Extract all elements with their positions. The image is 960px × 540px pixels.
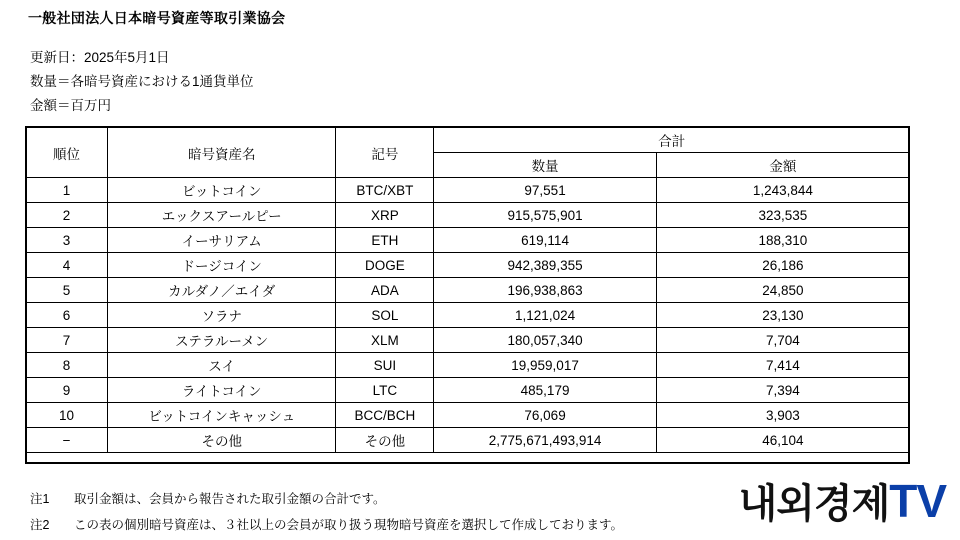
table-body — [26, 178, 910, 453]
column-header-name: 暗号資産名 — [108, 127, 336, 178]
cell-name: カルダノ／エイダ — [108, 278, 336, 303]
cell-rank: 8 — [26, 353, 108, 378]
table-row — [26, 353, 910, 378]
cell-quantity: 97,551 — [434, 178, 656, 203]
cell-quantity: 619,114 — [434, 228, 656, 253]
cell-name: スイ — [108, 353, 336, 378]
footnotes — [30, 486, 623, 538]
cell-symbol: BTC/XBT — [336, 178, 434, 203]
document-meta — [30, 46, 254, 118]
cell-name: ソラナ — [108, 303, 336, 328]
cell-name: イーサリアム — [108, 228, 336, 253]
cell-name: ドージコイン — [108, 253, 336, 278]
cell-symbol: ADA — [336, 278, 434, 303]
cell-name: ステラルーメン — [108, 328, 336, 353]
cell-rank: 7 — [26, 328, 108, 353]
cell-amount: 188,310 — [656, 228, 909, 253]
cell-quantity: 915,575,901 — [434, 203, 656, 228]
cell-rank: − — [26, 428, 108, 453]
cell-symbol: ETH — [336, 228, 434, 253]
cell-rank: 4 — [26, 253, 108, 278]
footnote-2-text: この表の個別暗号資産は、３社以上の会員が取り扱う現物暗号資産を選択して作成しております。 — [74, 518, 624, 532]
cell-amount: 7,704 — [656, 328, 909, 353]
table-row — [26, 328, 910, 353]
footnote-2 — [30, 512, 623, 538]
cell-symbol: BCC/BCH — [336, 403, 434, 428]
cell-quantity: 1,121,024 — [434, 303, 656, 328]
column-header-amount: 金額 — [656, 153, 909, 178]
meta-line-amount-unit: 金額＝百万円 — [30, 98, 111, 113]
cell-name: エックスアールピー — [108, 203, 336, 228]
cell-symbol: その他 — [336, 428, 434, 453]
cell-rank: 5 — [26, 278, 108, 303]
cell-rank: 10 — [26, 403, 108, 428]
cell-symbol: XRP — [336, 203, 434, 228]
cell-amount: 26,186 — [656, 253, 909, 278]
footnote-1 — [30, 486, 623, 512]
table-header-row-top — [26, 127, 910, 153]
column-group-header-total: 合計 — [434, 127, 910, 153]
cell-name: ビットコイン — [108, 178, 336, 203]
footnote-1-text: 取引金額は、会員から報告された取引金額の合計です。 — [74, 492, 386, 506]
cell-symbol: DOGE — [336, 253, 434, 278]
cell-quantity: 2,775,671,493,914 — [434, 428, 656, 453]
cell-symbol: SOL — [336, 303, 434, 328]
table-row — [26, 203, 910, 228]
table-row — [26, 303, 910, 328]
cell-rank: 2 — [26, 203, 108, 228]
cell-quantity: 485,179 — [434, 378, 656, 403]
broadcaster-logo — [738, 475, 946, 527]
logo-suffix: TV — [889, 475, 946, 527]
cell-name: ビットコインキャッシュ — [108, 403, 336, 428]
table-row — [26, 228, 910, 253]
cell-rank: 9 — [26, 378, 108, 403]
cell-amount: 23,130 — [656, 303, 909, 328]
cell-symbol: XLM — [336, 328, 434, 353]
meta-line-update-date: 更新日：2025年5月1日 — [30, 50, 170, 65]
cell-name: ライトコイン — [108, 378, 336, 403]
table-row — [26, 378, 910, 403]
cell-amount: 7,394 — [656, 378, 909, 403]
column-header-symbol: 記号 — [336, 127, 434, 178]
table-row — [26, 178, 910, 203]
table-row — [26, 428, 910, 453]
cell-amount: 46,104 — [656, 428, 909, 453]
cell-amount: 3,903 — [656, 403, 909, 428]
cell-quantity: 942,389,355 — [434, 253, 656, 278]
column-header-rank: 順位 — [26, 127, 108, 178]
cell-amount: 24,850 — [656, 278, 909, 303]
table-row — [26, 278, 910, 303]
cell-amount: 1,243,844 — [656, 178, 909, 203]
cell-symbol: LTC — [336, 378, 434, 403]
cell-rank: 1 — [26, 178, 108, 203]
cell-quantity: 76,069 — [434, 403, 656, 428]
cell-quantity: 19,959,017 — [434, 353, 656, 378]
logo-text: 내외경제 — [738, 482, 890, 526]
cell-quantity: 196,938,863 — [434, 278, 656, 303]
cell-name: その他 — [108, 428, 336, 453]
footnote-2-label: 注2 — [30, 518, 50, 532]
cell-amount: 7,414 — [656, 353, 909, 378]
cell-quantity: 180,057,340 — [434, 328, 656, 353]
column-header-quantity: 数量 — [434, 153, 656, 178]
footnote-1-label: 注1 — [30, 492, 50, 506]
cell-amount: 323,535 — [656, 203, 909, 228]
cell-symbol: SUI — [336, 353, 434, 378]
table-row — [26, 403, 910, 428]
table-row — [26, 253, 910, 278]
crypto-volume-table — [25, 126, 910, 453]
cell-rank: 3 — [26, 228, 108, 253]
organization-title: 一般社団法人日本暗号資産等取引業協会 — [28, 10, 286, 26]
cell-rank: 6 — [26, 303, 108, 328]
meta-line-quantity-unit: 数量＝各暗号資産における1通貨単位 — [30, 74, 254, 89]
